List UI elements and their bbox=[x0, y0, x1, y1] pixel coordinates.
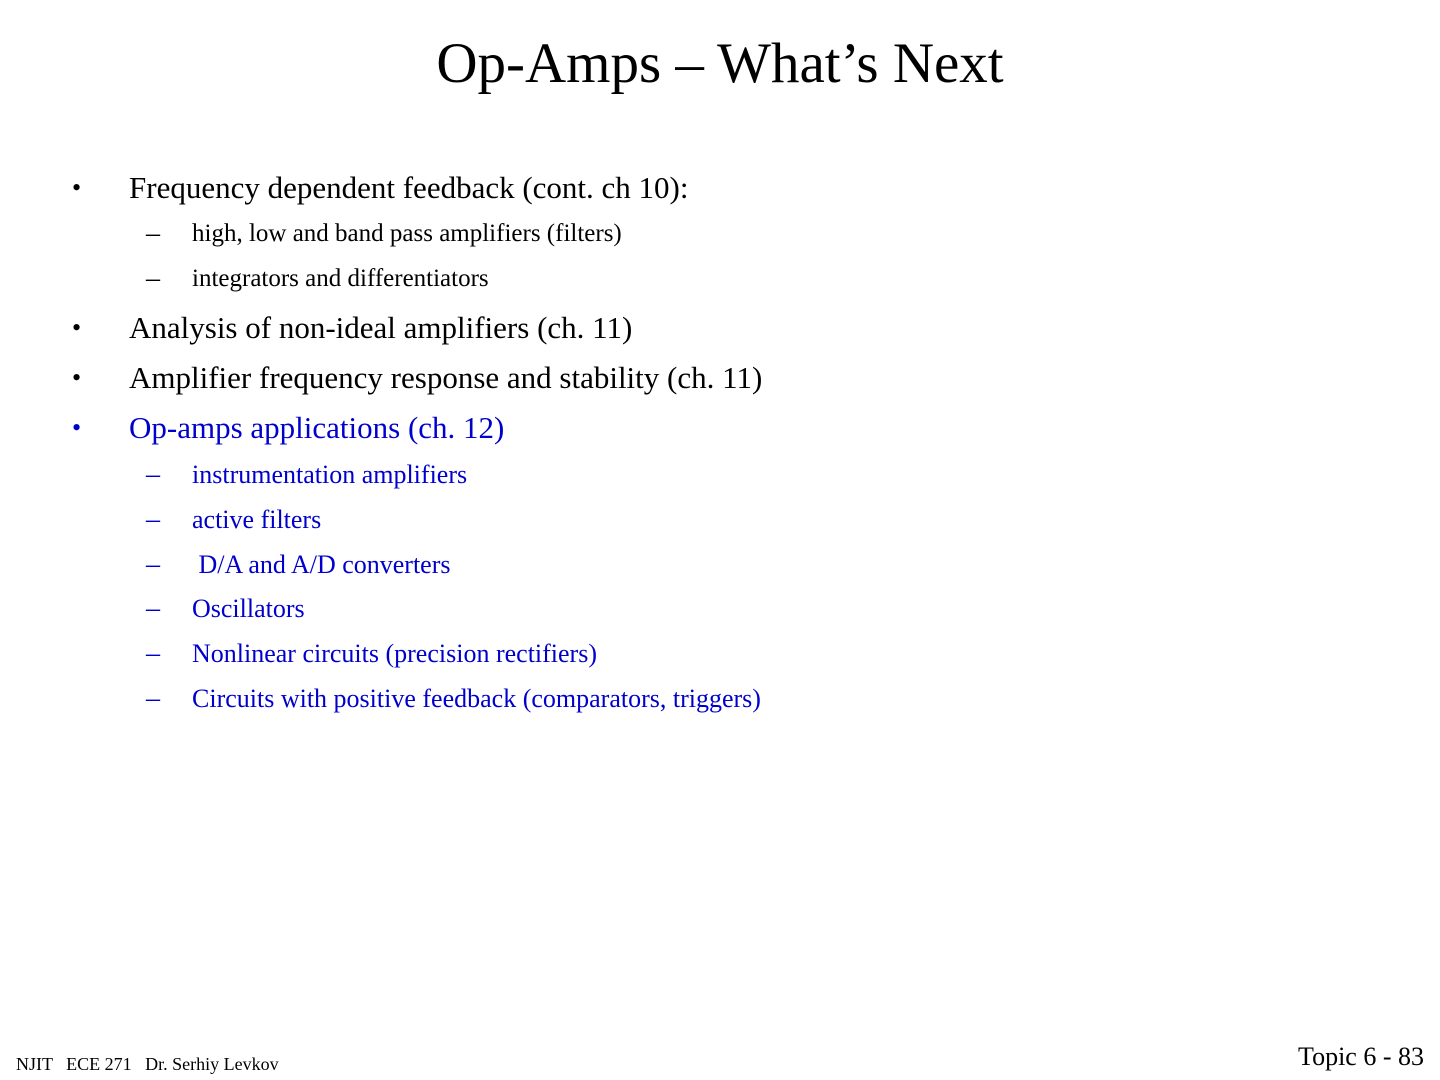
bullet-text: Op-amps applications (ch. 12) bbox=[129, 410, 505, 445]
dash-icon: – bbox=[146, 218, 160, 249]
bullet-dot-icon: • bbox=[72, 413, 82, 442]
dash-icon: – bbox=[146, 504, 160, 535]
slide-title: Op-Amps – What’s Next bbox=[436, 32, 1004, 95]
sub-bullet-text: high, low and band pass amplifiers (filters) bbox=[192, 220, 622, 247]
dash-icon: – bbox=[146, 683, 160, 714]
sub-bullet-text: Circuits with positive feedback (comparators, triggers) bbox=[192, 684, 761, 713]
bullet-dot-icon: • bbox=[72, 363, 82, 392]
sub-bullet-text: instrumentation amplifiers bbox=[192, 460, 468, 489]
sub-bullet-text: D/A and A/D converters bbox=[192, 550, 451, 579]
bullet-text: Amplifier frequency response and stability (ch. 11) bbox=[129, 360, 763, 395]
bullet-text: Frequency dependent feedback (cont. ch 10): bbox=[129, 170, 689, 205]
sub-bullet-text: integrators and differentiators bbox=[192, 265, 489, 292]
dash-icon: – bbox=[146, 593, 160, 624]
bullet-text: Analysis of non-ideal amplifiers (ch. 11) bbox=[129, 310, 633, 345]
dash-icon: – bbox=[146, 263, 160, 294]
sub-bullet-text: Nonlinear circuits (precision rectifiers) bbox=[192, 639, 597, 668]
footer-slide-number: Topic 6 - 83 bbox=[1298, 1042, 1424, 1071]
dash-icon: – bbox=[146, 638, 160, 669]
bullet-dot-icon: • bbox=[72, 173, 82, 202]
sub-bullet-text: Oscillators bbox=[192, 594, 305, 623]
bullet-dot-icon: • bbox=[72, 313, 82, 342]
dash-icon: – bbox=[146, 459, 160, 490]
footer-course-info: NJIT ECE 271 Dr. Serhiy Levkov bbox=[16, 1054, 279, 1074]
dash-icon: – bbox=[146, 549, 160, 580]
sub-bullet-text: active filters bbox=[192, 505, 322, 534]
